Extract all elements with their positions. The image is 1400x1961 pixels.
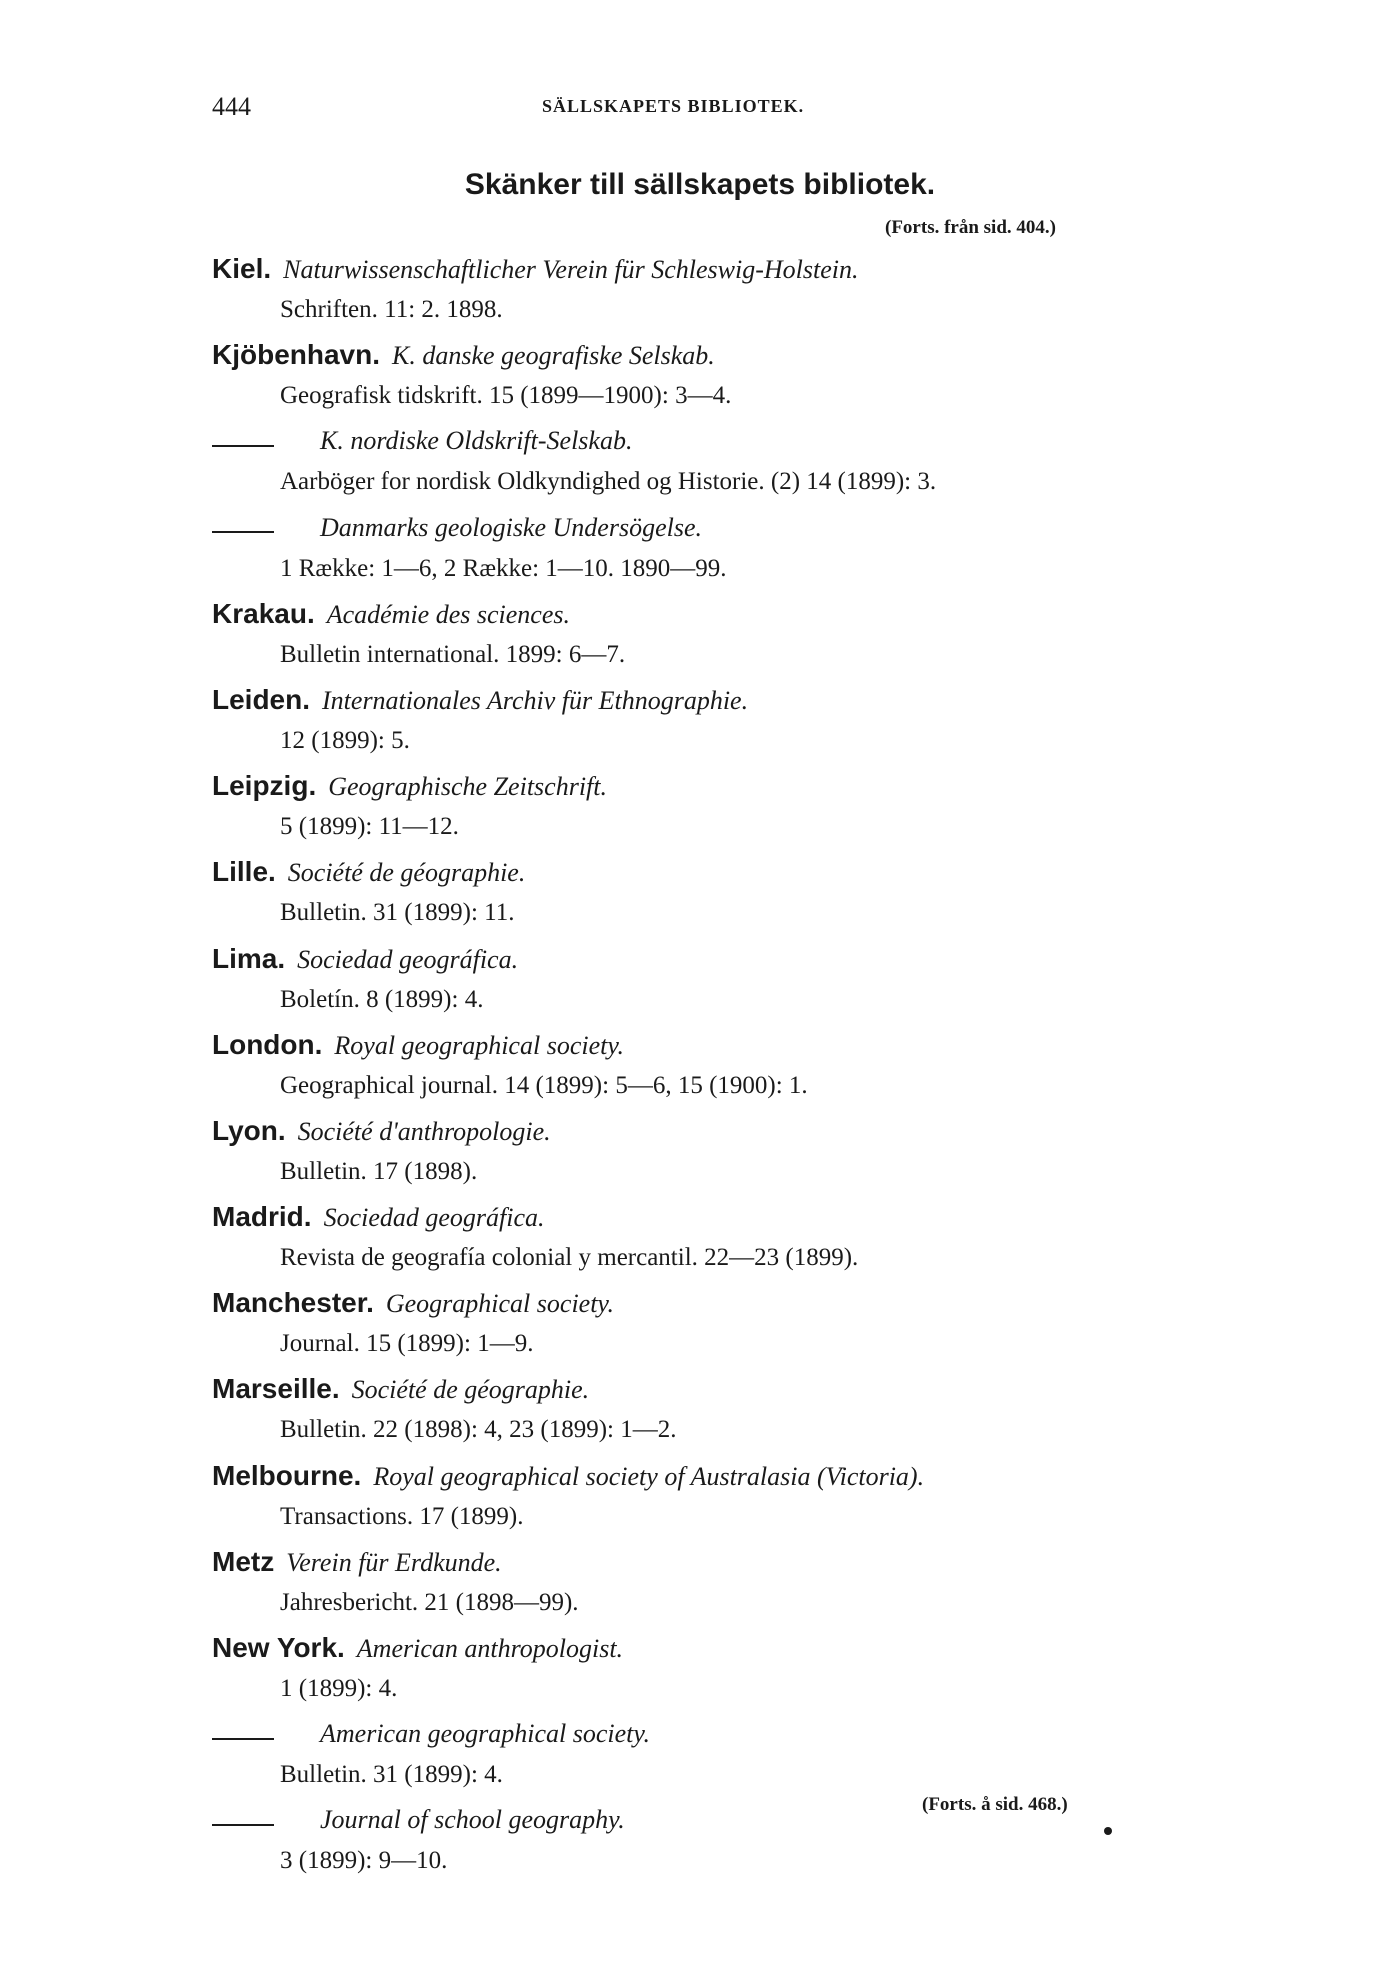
entry-holdings: Bulletin international. 1899: 6—7.	[280, 640, 626, 668]
entry	[212, 592, 1212, 678]
entry-society: Verein für Erdkunde.	[286, 1547, 502, 1577]
entry-place: Marseille.	[212, 1373, 340, 1405]
entry-society: Sociedad geográfica.	[297, 944, 519, 974]
entry-place: Lille.	[212, 856, 276, 888]
entry-society: Société de géographie.	[351, 1375, 590, 1405]
entry	[212, 937, 1212, 1023]
entry	[212, 1281, 1212, 1367]
entry-holdings: Geographical journal. 14 (1899): 5—6, 15 (1900): 1.	[280, 1071, 808, 1099]
entry	[212, 850, 1212, 936]
page-number: 444	[212, 92, 251, 121]
entry-holdings: 3 (1899): 9—10.	[280, 1847, 448, 1875]
entry-place: Krakau.	[212, 597, 315, 629]
entry-society: Journal of school geography.	[320, 1805, 625, 1835]
entry-place: Metz	[212, 1545, 275, 1577]
entry-society: Sociedad geográfica.	[323, 1203, 545, 1233]
entry-place: Kjöbenhavn.	[212, 339, 381, 371]
entry-society: Internationales Archiv für Ethnographie.	[322, 685, 749, 715]
entry	[212, 764, 1212, 850]
entry	[212, 1712, 1212, 1798]
entry-holdings: Bulletin. 31 (1899): 4.	[280, 1761, 503, 1789]
entry-place: Lima.	[212, 942, 286, 974]
entry-holdings: Schriften. 11: 2. 1898.	[280, 296, 503, 323]
entry-holdings: Geografisk tidskrift. 15 (1899—1900): 3—4.	[280, 382, 732, 410]
ditto-dash	[212, 531, 274, 533]
entry-holdings: Journal. 15 (1899): 1—9.	[280, 1330, 534, 1358]
entry-society: Naturwissenschaftlicher Verein für Schleswig-Holstein.	[283, 255, 859, 284]
entry-holdings: 1 (1899): 4.	[280, 1675, 398, 1702]
ink-dot	[1104, 1827, 1112, 1835]
entry-holdings: 5 (1899): 11—12.	[280, 813, 459, 841]
entry-place: Leiden.	[212, 683, 311, 715]
entry-holdings: Aarböger for nordisk Oldkyndighed og Historie. (2) 14 (1899): 3.	[280, 468, 937, 496]
running-title: SÄLLSKAPETS BIBLIOTEK.	[542, 96, 805, 116]
entry-holdings: Boletín. 8 (1899): 4.	[280, 985, 484, 1013]
entry-holdings: Bulletin. 22 (1898): 4, 23 (1899): 1—2.	[280, 1416, 677, 1444]
entry-society: Geographical society.	[385, 1289, 615, 1319]
entry-place: Madrid.	[212, 1201, 312, 1233]
entry-place: New York.	[212, 1632, 345, 1663]
entry-society: American anthropologist.	[356, 1634, 624, 1663]
entry-place: Kiel.	[212, 253, 272, 284]
entry	[212, 506, 1212, 592]
entry	[212, 1626, 1212, 1712]
entry-holdings: 1 Række: 1—6, 2 Række: 1—10. 1890—99.	[280, 554, 727, 582]
entry-place: London.	[212, 1028, 323, 1060]
entry-holdings: Jahresbericht. 21 (1898—99).	[280, 1588, 579, 1616]
entry-society: K. danske geografiske Selskab.	[392, 341, 715, 371]
entry-place: Manchester.	[212, 1287, 374, 1319]
entry-society: Royal geographical society.	[334, 1030, 624, 1060]
entry	[212, 1454, 1212, 1540]
entry-society: Danmarks geologiske Undersögelse.	[320, 512, 702, 542]
entry-list	[212, 247, 1212, 1885]
entry	[212, 419, 1212, 505]
entry-society: Société de géographie.	[287, 858, 526, 888]
entry-society: Académie des sciences.	[326, 599, 570, 629]
entry	[212, 1023, 1212, 1109]
entry-holdings: 12 (1899): 5.	[280, 726, 410, 754]
entry-society: Geographische Zeitschrift.	[328, 772, 607, 802]
entry	[212, 678, 1212, 764]
entry-society: American geographical society.	[320, 1719, 650, 1749]
entry-place: Melbourne.	[212, 1459, 362, 1491]
continued-from-note: (Forts. från sid. 404.)	[885, 217, 1056, 238]
entry-holdings: Bulletin. 31 (1899): 11.	[280, 899, 515, 927]
entry	[212, 333, 1212, 419]
entry	[212, 1195, 1212, 1281]
entry	[212, 247, 1212, 333]
ditto-dash	[212, 1824, 274, 1826]
entry-society: Royal geographical society of Australasia (Victoria).	[373, 1461, 925, 1491]
entry-holdings: Transactions. 17 (1899).	[280, 1502, 524, 1530]
continued-to-note: (Forts. å sid. 468.)	[922, 1794, 1068, 1815]
entry	[212, 1367, 1212, 1453]
section-heading: Skänker till sällskapets bibliotek.	[464, 168, 936, 201]
entry	[212, 1540, 1212, 1626]
entry-society: Société d'anthropologie.	[297, 1116, 551, 1146]
entry-holdings: Bulletin. 17 (1898).	[280, 1157, 478, 1185]
entry-place: Lyon.	[212, 1114, 286, 1146]
entry-place: Leipzig.	[212, 770, 317, 802]
running-head	[212, 92, 1172, 132]
entry-holdings: Revista de geografía colonial y mercantil. 22—23 (1899).	[280, 1244, 859, 1272]
entry	[212, 1109, 1212, 1195]
ditto-dash	[212, 445, 274, 447]
entry-society: K. nordiske Oldskrift-Selskab.	[320, 426, 633, 456]
ditto-dash	[212, 1738, 274, 1740]
